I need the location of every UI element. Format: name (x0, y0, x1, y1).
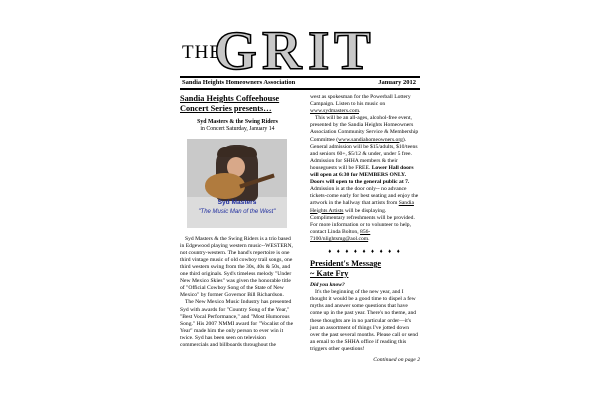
sandia-artists-link[interactable]: Sandia Heights Artists (310, 200, 414, 214)
body-paragraph: The New Mexico Music Industry has presented Syd with awards for "Country Song of the Year," "Best Vocal Performance," and "Most Humorous Song." His 2007 NMMI award for "Vocalist of the Year" made him the only person to ever win it twice. Syd has been seen on television commercials and billboards throughout the (180, 299, 294, 348)
sydmasters-link[interactable]: www.sydmasters.com (310, 108, 360, 115)
masthead-the: THE (182, 42, 222, 63)
shha-website-link[interactable]: www.sandiahomeowners.org (338, 136, 403, 143)
did-you-know-label: Did you know? (310, 282, 345, 289)
body-paragraph: Syd Masters & the Swing Riders is a trio based in Edgewood playing western music--WESTERN, not country-western. The band's repertoire is one third vintage music of old cowboy trail songs, one third western swing from the 30s, 40s & 50s, and one third originals. Syd's timeless melody "Under New Mexico Skies" was given the honorable title of "Official Cowboy Song of the State of New Mexico" by former Governor Bill Richardson. (180, 235, 293, 299)
diamond-divider: ♦ ♦ ♦ ♦ ♦ ♦ ♦ ♦ ♦ (328, 248, 402, 255)
grit-letter-t: T (334, 20, 371, 81)
coffeehouse-headline: Sandia Heights Coffeehouse Concert Series presents… (180, 94, 280, 113)
left-column (180, 94, 295, 349)
event-details-paragraph: This will be an all-ages, alcohol-free event, presented by the Sandia Heights Homeowners Association Community Service & Membership Committee (www.sandiahomeowners.org). General admission will be $15/adults, $10/teens and seniors 60+, $5/12 & under, under 5 free. Admission for SHHA members & their houseguests will be FREE. Lower Hall doors will open at 6:30 for MEMBERS ONLY. Doors will open to the general public at 7. Admission is at the door only-- no advance tickets-come early for best seating and enjoy the artwork in the hallway that artists from Sandia Heights Artists will be displaying. Complimentary refreshments will be provided. For more information or to volunteer to help, contact Linda Bolton, 856-7100/nlightsmg@aol.com. (310, 115, 419, 242)
grit-letter-g: G (214, 20, 257, 81)
contact-email-link[interactable]: 856-7100/nlightsmg@aol.com (310, 228, 371, 242)
issue-date: January 2012 (378, 79, 416, 86)
grit-letter-r: R (262, 20, 302, 81)
masthead-band (180, 76, 420, 90)
president-author: ~ Kate Fry (310, 269, 349, 279)
cowboy-hat (217, 147, 257, 157)
performer-date: in Concert Saturday, January 14 (200, 126, 275, 133)
photo-caption-tagline: "The Music Man of the West" (198, 208, 276, 215)
performer-photo (187, 139, 287, 228)
masthead (180, 20, 420, 81)
masthead-grit-logo (214, 20, 420, 81)
president-body: It's the beginning of the new year, and I thought it would be a good time to dispel a few myths and answer some questions that have come up in the past year. There's no theme, and these thoughts are in no particular order—it's just an assortment of things I've jotted down over the past several months. Please call or send an email to the SHHA office if reading this triggers other questions! (310, 289, 418, 352)
performer-name: Syd Masters & the Swing Riders (197, 119, 278, 125)
right-column (310, 94, 420, 364)
photo-caption-name: Syd Masters (217, 198, 257, 206)
members-door-notice: Lower Hall doors will open at 6:30 for MEMBERS ONLY. Doors will open to the general public at 7. (310, 164, 414, 186)
association-name: Sandia Heights Homeowners Association (182, 79, 296, 86)
president-heading: President's Message ~ Kate Fry (310, 259, 420, 279)
coffeehouse-body (180, 236, 295, 350)
powerball-paragraph: west as spokesman for the Powerball Lottery Campaign. Listen to his music on www.sydmasters.com. (310, 94, 411, 115)
continued-note: Continued on page 2 (373, 357, 420, 363)
performer-info (180, 119, 295, 134)
grit-letter-i: I (308, 20, 330, 81)
